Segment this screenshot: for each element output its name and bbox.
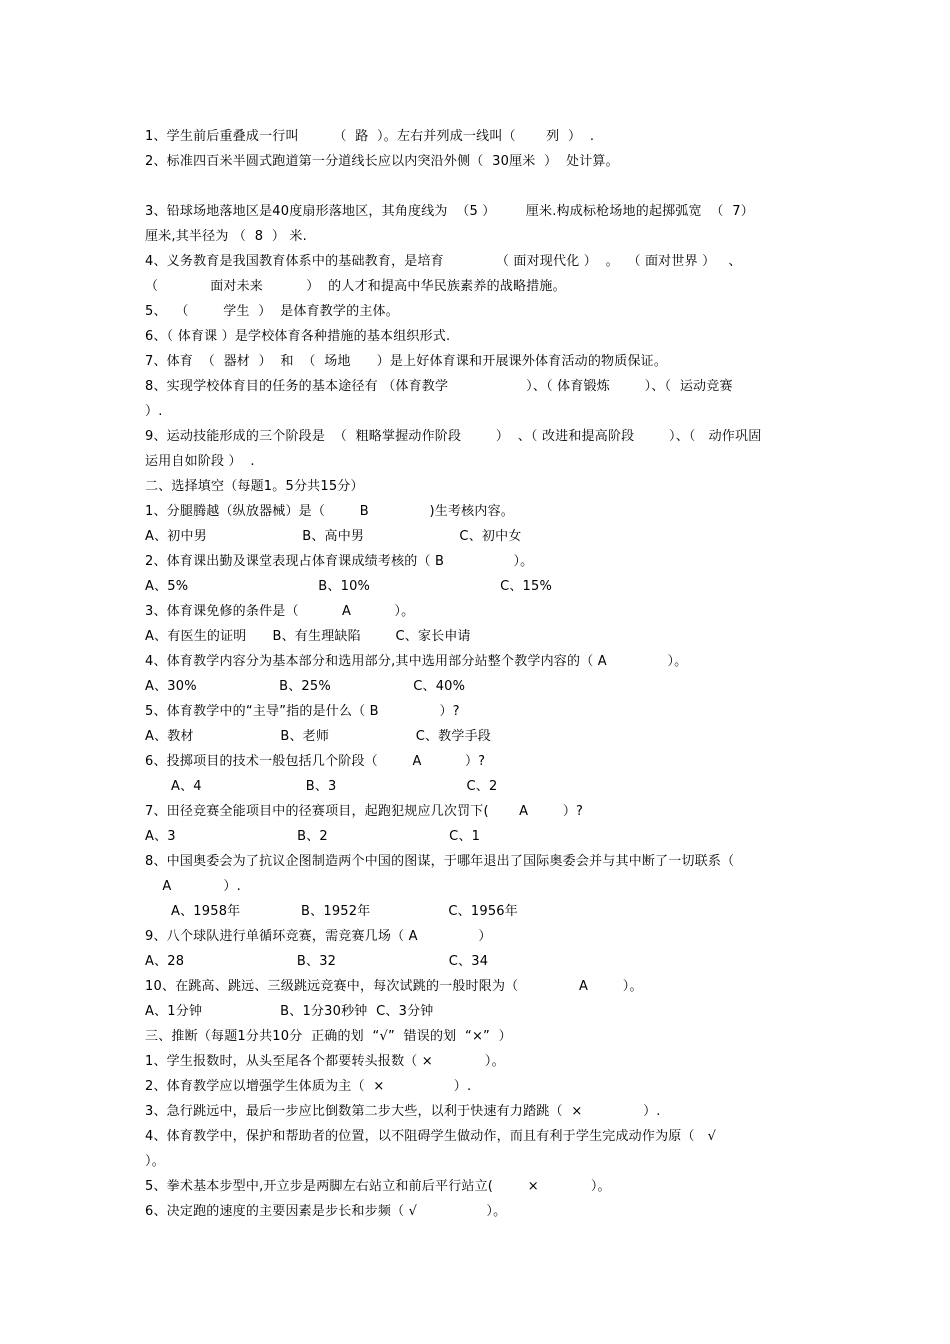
text-line: 2、体育课出勤及课堂表现占体育课成绩考核的（ B ）。 — [145, 554, 534, 569]
text-line: 7、田径竞赛全能项目中的径赛项目，起跑犯规应几次罚下( A ）? — [145, 804, 584, 819]
text-line: A、初中男 B、高中男 C、初中女 — [145, 529, 522, 544]
text-line: 6、决定跑的速度的主要因素是步长和步频（ √ ）。 — [145, 1204, 507, 1219]
text-line: 1、学生前后重叠成一行叫 （ 路 ）。左右并列成一线叫（ 列 ） . — [145, 129, 595, 144]
text-line: 6、（ 体育课 ）是学校体育各种措施的基本组织形式. — [145, 329, 451, 344]
text-line: 4、义务教育是我国教育体系中的基础教育，是培育 （ 面对现代化 ） 。 （ 面对世界 ） 、 — [145, 254, 742, 269]
text-line: 8、中国奥委会为了抗议企图制造两个中国的图谋，于哪年退出了国际奥委会并与其中断了一切联系（ — [145, 854, 735, 869]
text-line: 10、在跳高、跳远、三级跳远竞赛中，每次试跳的一般时限为（ A ）。 — [145, 979, 643, 994]
text-line: 2、标准四百米半圆式跑道第一分道线长应以内突沿外侧（ 30厘米 ） 处计算。 — [145, 154, 619, 169]
text-line: 1、分腿腾越（纵放器械）是（ B )生考核内容。 — [145, 504, 514, 519]
text-line: 运用自如阶段 ） . — [145, 454, 255, 469]
text-line: 5、拳术基本步型中,开立步是两脚左右站立和前后平行站立( × ）。 — [145, 1179, 611, 1194]
text-line: 8、实现学校体育目的任务的基本途径有 （体育教学 ）、（ 体育锻炼 ）、（ 运动竞赛 — [145, 379, 733, 394]
text-line: A、1958年 B、1952年 C、1956年 — [145, 904, 518, 919]
text-line: A、教材 B、老师 C、教学手段 — [145, 729, 491, 744]
section-heading: 二、选择填空（每题1。5分共15分） — [145, 479, 364, 494]
text-line: ）. — [145, 404, 163, 419]
text-line: 7、体育 （ 器材 ） 和 （ 场地 ）是上好体育课和开展课外体育活动的物质保证。 — [145, 354, 668, 369]
text-line: 9、运动技能形成的三个阶段是 （ 粗略掌握动作阶段 ） 、（ 改进和提高阶段 ）、（ 动作巩固 — [145, 429, 762, 444]
text-line: （ 面对未来 ） 的人才和提高中华民族素养的战略措施。 — [145, 279, 566, 294]
text-line: 4、体育教学中，保护和帮助者的位置，以不阻碍学生做动作，而且有利于学生完成动作为原（ √ — [145, 1129, 717, 1144]
text-line: A ）. — [145, 879, 241, 894]
text-line: 6、投掷项目的技术一般包括几个阶段（ A ）? — [145, 754, 486, 769]
text-line: 3、体育课免修的条件是（ A ）。 — [145, 604, 415, 619]
text-line: A、4 B、3 C、2 — [145, 779, 498, 794]
text-line: A、1分钟 B、1分30秒钟 C、3分钟 — [145, 1004, 434, 1019]
text-line: 3、铅球场地落地区是40度扇形落地区，其角度线为 （5 ） 厘米.构成标枪场地的起掷弧宽 （ 7） — [145, 204, 754, 219]
text-line: 厘米,其半径为 （ 8 ） 米. — [145, 229, 307, 244]
text-line: A、30% B、25% C、40% — [145, 679, 466, 694]
text-line: ）。 — [145, 1154, 165, 1169]
text-line: A、5% B、10% C、15% — [145, 579, 553, 594]
text-line: A、28 B、32 C、34 — [145, 954, 489, 969]
text-line: A、3 B、2 C、1 — [145, 829, 481, 844]
text-line: 5、 （ 学生 ） 是体育教学的主体。 — [145, 304, 399, 319]
text-line: 9、八个球队进行单循环竞赛，需竞赛几场（ A ） — [145, 929, 492, 944]
text-line: A、有医生的证明 B、有生理缺陷 C、家长申请 — [145, 629, 471, 644]
text-line: 1、学生报数时，从头至尾各个都要转头报数（ × ）。 — [145, 1054, 505, 1069]
text-line: 4、体育教学内容分为基本部分和选用部分,其中选用部分站整个教学内容的（ A ）。 — [145, 654, 688, 669]
text-line: 3、急行跳远中，最后一步应比倒数第二步大些，以利于快速有力踏跳（ × ）. — [145, 1104, 661, 1119]
section-heading: 三、推断（每题1分共10分 正确的划 “√” 错误的划 “×” ） — [145, 1029, 512, 1044]
text-line: 2、体育教学应以增强学生体质为主（ × ）. — [145, 1079, 472, 1094]
text-line: 5、体育教学中的“主导”指的是什么（ B ）? — [145, 704, 460, 719]
